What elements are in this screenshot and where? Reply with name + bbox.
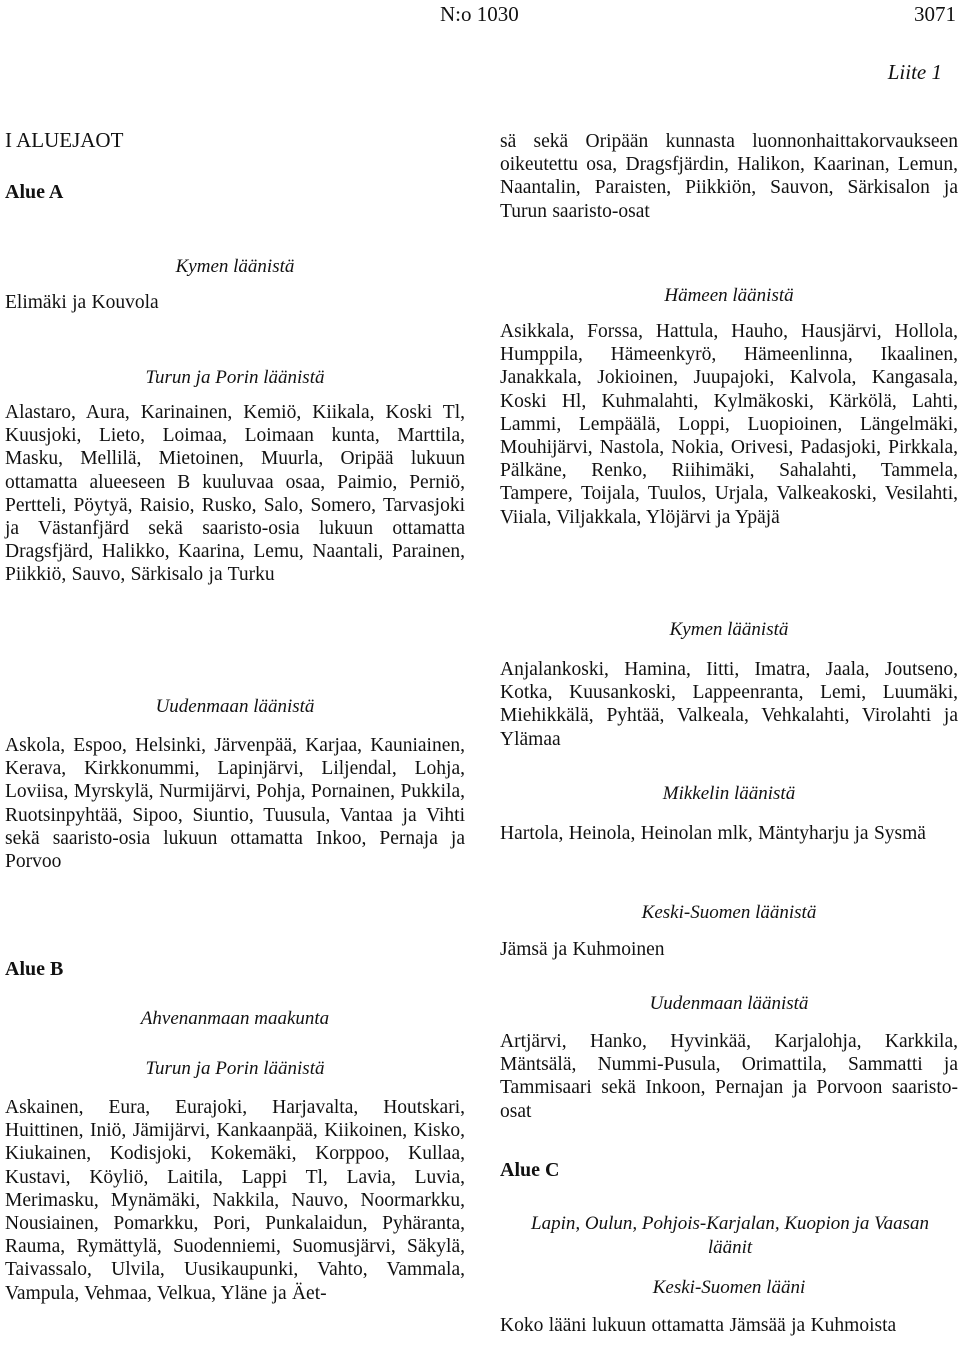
region-text-uudenmaan: Askola, Espoo, Helsinki, Järvenpää, Karjaa, Kauniainen, Kerava, Kirkkonummi, Lapinjärvi, Liljendal, Lohja, Loviisa, Myrskylä, Nurmijärvi, Pohja, Pornainen, Pukkila, Ruotsinpyhtää, Sipoo, Siuntio, Tuusula, Vantaa ja Vihti sekä saaristo-osia lukuun ottamatta Inkoo, Pernaja ja Porvoo bbox=[5, 735, 465, 873]
region-text-turun-b: Askainen, Eura, Eurajoki, Harjavalta, Houtskari, Huittinen, Iniö, Jämijärvi, Kankaanpää, Kiikoinen, Kisko, Kiukainen, Kodisjoki, Kokemäki, Korppoo, Kullaa, Kustavi, Köyliö, Laitila, Lappi Tl, Lavia, Luvia, Merimasku, Mynämäki, Nakkila, Nauvo, Noormarkku, Nousiainen, Pomarkku, Pori, Punkalaidun, Pyhäranta, Rauma, Rymättylä, Suodenniemi, Suomusjärvi, Säkylä, Taivassalo, Ulvila, Uusikaupunki, Vahto, Vammala, Vampula, Vehmaa, Velkua, Yläne ja Äet- bbox=[5, 1097, 465, 1304]
region-heading-kymen-right: Kymen läänistä bbox=[669, 619, 789, 640]
region-text-keski-suomen: Jämsä ja Kuhmoinen bbox=[500, 939, 665, 960]
region-heading-hameen: Hämeen läänistä bbox=[664, 285, 794, 306]
area-c-heading: Alue C bbox=[500, 1159, 560, 1181]
document-number: N:o 1030 bbox=[440, 2, 519, 26]
appendix-label: Liite 1 bbox=[887, 60, 942, 84]
region-heading-mikkelin: Mikkelin läänistä bbox=[662, 783, 796, 804]
region-heading-lapin: Lapin, Oulun, Pohjois-Karjalan, Kuopion ja Vaasan läänit bbox=[531, 1213, 929, 1258]
region-text-kymen-right: Anjalankoski, Hamina, Iitti, Imatra, Jaala, Joutseno, Kotka, Kuusankoski, Lappeenranta, Lemi, Luumäki, Miehikkälä, Pyhtää, Valkeala, Vehkalahti, Virolahti ja Ylämaa bbox=[500, 659, 958, 750]
region-heading-uudenmaan: Uudenmaan läänistä bbox=[155, 696, 315, 717]
area-b-heading: Alue B bbox=[5, 958, 64, 980]
region-heading-ahvenanmaa: Ahvenanmaan maakunta bbox=[140, 1008, 330, 1029]
region-text-mikkelin: Hartola, Heinola, Heinolan mlk, Mäntyharju ja Sysmä bbox=[500, 823, 926, 844]
section-title: I ALUEJAOT bbox=[5, 128, 124, 152]
region-heading-keski-suomen: Keski-Suomen läänistä bbox=[641, 902, 817, 923]
region-heading-turun: Turun ja Porin läänistä bbox=[145, 367, 325, 388]
continued-text: sä sekä Oripään kunnasta luonnonhaittakorvaukseen oikeutettu osa, Dragsfjärdin, Halikon, Kaarinan, Lemun, Naantalin, Paraisten, Piikkiön, Sauvon, Särkisalon ja Turun saaristo-osat bbox=[500, 131, 958, 222]
region-text-hameen: Asikkala, Forssa, Hattula, Hauho, Hausjärvi, Hollola, Humppila, Hämeenkyrö, Hämeenlinna, Ikaalinen, Janakkala, Jokioinen, Juupajoki, Kalvola, Kangasala, Koski Hl, Kuhmalahti, Kylmäkoski, Kärkölä, Lahti, Lammi, Lempäälä, Loppi, Luopioinen, Längelmäki, Mouhijärvi, Nastola, Nokia, Orivesi, Padasjoki, Pirkkala, Pälkäne, Renko, Riihimäki, Sahalahti, Tammela, Tampere, Toijala, Tuulos, Urjala, Valkeakoski, Vesilahti, Viiala, Viljakkala, Ylöjärvi ja Ypäjä bbox=[500, 321, 958, 528]
area-a-heading: Alue A bbox=[5, 181, 64, 203]
region-text-uudenmaan-right: Artjärvi, Hanko, Hyvinkää, Karjalohja, Karkkila, Mäntsälä, Nummi-Pusula, Orimattila, Sammatti ja Tammisaari sekä Inkoon, Pernajan ja Porvoon saaristo-osat bbox=[500, 1031, 958, 1122]
region-heading-turun-b: Turun ja Porin läänistä bbox=[145, 1058, 325, 1079]
page-number: 3071 bbox=[914, 2, 956, 26]
region-text-keski-suomen-c: Koko lääni lukuun ottamatta Jämsää ja Kuhmoista bbox=[500, 1315, 897, 1336]
region-text-kymen: Elimäki ja Kouvola bbox=[5, 292, 159, 313]
region-heading-keski-suomen-c: Keski-Suomen lääni bbox=[652, 1277, 806, 1298]
region-heading-kymen: Kymen läänistä bbox=[175, 256, 295, 277]
region-heading-uudenmaan-right: Uudenmaan läänistä bbox=[649, 993, 809, 1014]
region-text-turun: Alastaro, Aura, Karinainen, Kemiö, Kiikala, Koski Tl, Kuusjoki, Lieto, Loimaa, Loimaan kunta, Marttila, Masku, Mellilä, Mietoinen, Muurla, Oripää lukuun ottamatta alueeseen B kuuluvaa osaa, Paimio, Perniö, Pertteli, Pöytyä, Raisio, Rusko, Salo, Somero, Tarvasjoki ja Västanfjärd sekä saaristo-osia lukuun ottamatta Dragsfjärd, Halikko, Kaarina, Lemu, Naantali, Parainen, Piikkiö, Sauvo, Särkisalo ja Turku bbox=[5, 402, 465, 586]
